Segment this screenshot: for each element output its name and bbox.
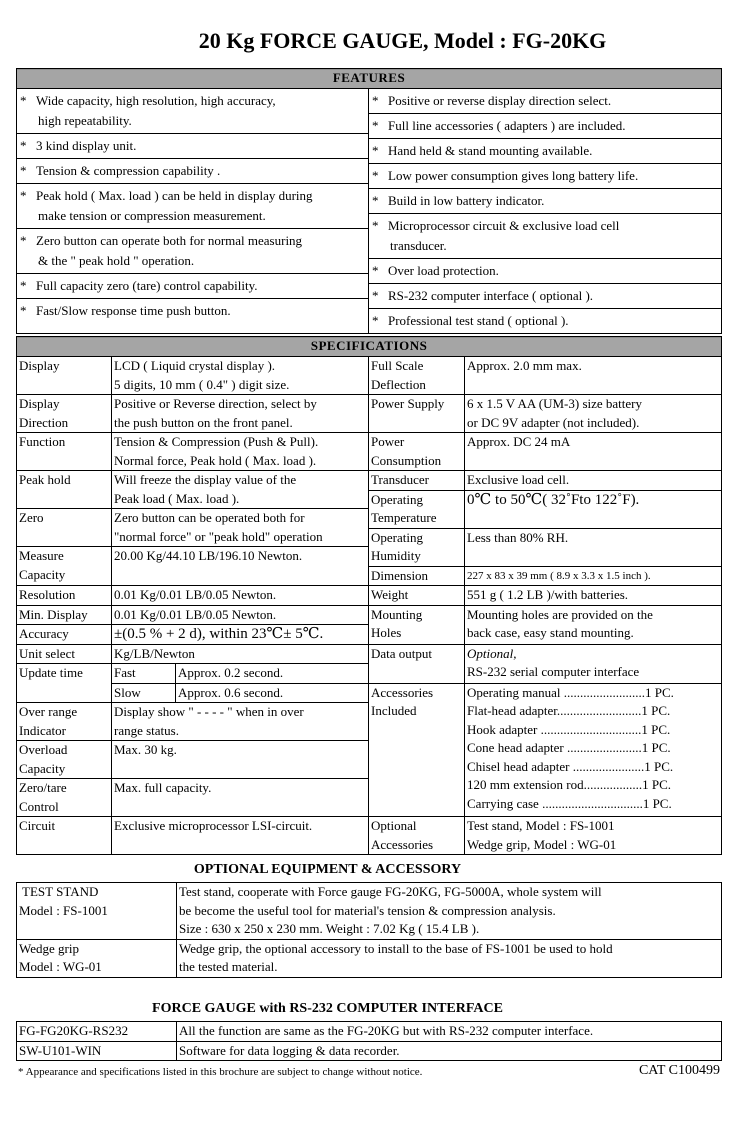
dimension-value: 227 x 83 x 39 mm ( 8.9 x 3.3 x 1.5 inch ).	[465, 566, 722, 586]
fsd-value: Approx. 2.0 mm max.	[465, 357, 722, 395]
software-desc: Software for data logging & data recorder.	[177, 1041, 722, 1061]
feature-item: * Zero button can operate both for normal measuring & the " peak hold " operation.	[17, 229, 368, 274]
circuit-label: Circuit	[17, 817, 112, 855]
test-stand-value: Test stand, cooperate with Force gauge FG-20KG, FG-5000A, whole system will be become the useful tool for material's tension & compression analysis. Size : 630 x 250 x 230 mm. Weight : 7.02 Kg ( 15.4 LB ).	[177, 883, 722, 940]
wedge-grip-value: Wedge grip, the optional accessory to install to the base of FS-1001 be used to hold the tested material.	[177, 939, 722, 977]
dimension-label: Dimension	[369, 566, 465, 586]
update-slow-label: Slow	[112, 683, 176, 703]
feature-text: Low power consumption gives long battery life.	[388, 168, 639, 183]
weight-value: 551 g ( 1.2 LB )/with batteries.	[465, 586, 722, 606]
zero-tare-label: Zero/tare Control	[17, 779, 112, 817]
accessory-item: Operating manual .........................1 PC.	[467, 684, 674, 700]
op-humidity-value: Less than 80% RH.	[465, 528, 722, 566]
min-display-label: Min. Display	[17, 605, 112, 625]
feature-item: * 3 kind display unit.	[17, 134, 368, 159]
feature-item: * Wide capacity, high resolution, high accuracy, high repeatability.	[17, 89, 368, 134]
transducer-value: Exclusive load cell.	[465, 471, 722, 491]
update-time-label: Update time	[17, 664, 112, 703]
update-slow-value: Approx. 0.6 second.	[176, 683, 369, 703]
update-fast-label: Fast	[112, 664, 176, 684]
test-stand-label: TEST STAND Model : FS-1001	[17, 883, 177, 940]
catalog-number: CAT C100499	[638, 1063, 720, 1078]
mounting-value: Mounting holes are provided on the back case, easy stand mounting.	[465, 605, 722, 644]
resolution-label: Resolution	[17, 586, 112, 606]
feature-text: Build in low battery indicator.	[388, 193, 545, 208]
specifications-table	[16, 336, 722, 855]
feature-text: Zero button can operate both for normal measuring	[36, 233, 303, 248]
feature-item: * Positive or reverse display direction select.	[369, 89, 721, 114]
overload-value: Max. 30 kg.	[112, 741, 369, 779]
optional-equipment-table	[16, 882, 722, 978]
feature-item: * Tension & compression capability .	[17, 159, 368, 184]
accessory-item: Hook adapter ...............................1 PC.	[467, 721, 671, 737]
unit-select-label: Unit select	[17, 644, 112, 664]
feature-text: Tension & compression capability .	[36, 163, 221, 178]
feature-text: high repeatability.	[38, 113, 132, 128]
feature-text: Positive or reverse display direction select.	[388, 93, 612, 108]
feature-text: Fast/Slow response time push button.	[36, 303, 231, 318]
feature-text: Peak hold ( Max. load ) can be held in display during	[36, 188, 313, 203]
accuracy-label: Accuracy	[17, 625, 112, 645]
feature-text: & the " peak hold " operation.	[38, 253, 195, 268]
direction-label: Display Direction	[17, 395, 112, 433]
peak-hold-value: Will freeze the display value of the Peak load ( Max. load ).	[112, 471, 369, 509]
feature-item: * Hand held & stand mounting available.	[369, 139, 721, 164]
weight-label: Weight	[369, 586, 465, 606]
over-range-label: Over range Indicator	[17, 703, 112, 741]
software-model: SW-U101-WIN	[17, 1041, 177, 1061]
feature-item: * RS-232 computer interface ( optional ).	[369, 284, 721, 309]
measure-capacity-value: 20.00 Kg/44.10 LB/196.10 Newton.	[112, 547, 369, 586]
feature-text: transducer.	[390, 238, 447, 253]
direction-value: Positive or Reverse direction, select by the push button on the front panel.	[112, 395, 369, 433]
optional-accessories-value: Test stand, Model : FS-1001 Wedge grip, Model : WG-01	[465, 817, 722, 855]
op-temp-value: 0℃ to 50℃( 32˚Fto 122˚F).	[465, 490, 722, 528]
feature-item: * Microprocessor circuit & exclusive load cell transducer.	[369, 214, 721, 259]
function-value: Tension & Compression (Push & Pull). Normal force, Peak hold ( Max. load ).	[112, 433, 369, 471]
unit-select-value: Kg/LB/Newton	[112, 644, 369, 664]
display-label: Display	[17, 357, 112, 395]
accessory-item: Carrying case ...............................1 PC.	[467, 795, 672, 811]
feature-text: Hand held & stand mounting available.	[388, 143, 593, 158]
accuracy-value: ±(0.5 % + 2 d), within 23℃± 5℃.	[112, 625, 369, 645]
feature-text: Wide capacity, high resolution, high accuracy,	[36, 93, 276, 108]
rs232-table	[16, 1021, 722, 1061]
feature-item: * Full capacity zero (tare) control capability.	[17, 274, 368, 299]
feature-item: * Professional test stand ( optional ).	[372, 313, 569, 328]
function-label: Function	[17, 433, 112, 471]
rs232-heading: FORCE GAUGE with RS-232 COMPUTER INTERFACE	[152, 1001, 503, 1016]
over-range-value: Display show " - - - - " when in over range status.	[112, 703, 369, 741]
overload-label: Overload Capacity	[17, 741, 112, 779]
rs232-desc: All the function are same as the FG-20KG but with RS-232 computer interface.	[177, 1022, 722, 1042]
consumption-label: Power Consumption	[369, 433, 465, 471]
op-temp-label: Operating Temperature	[369, 490, 465, 528]
feature-text: Microprocessor circuit & exclusive load cell	[388, 218, 620, 233]
accessory-item: 120 mm extension rod..................1 PC.	[467, 777, 672, 792]
zero-label: Zero	[17, 509, 112, 547]
feature-text: Full line accessories ( adapters ) are included.	[388, 118, 626, 133]
measure-capacity-label: Measure Capacity	[17, 547, 112, 586]
peak-hold-label: Peak hold	[17, 471, 112, 509]
consumption-value: Approx. DC 24 mA	[465, 433, 722, 471]
feature-item: * Low power consumption gives long battery life.	[369, 164, 721, 189]
power-supply-label: Power Supply	[369, 395, 465, 433]
resolution-value: 0.01 Kg/0.01 LB/0.05 Newton.	[112, 586, 369, 606]
features-right	[369, 89, 722, 334]
optional-equipment-heading: OPTIONAL EQUIPMENT & ACCESSORY	[193, 862, 462, 877]
feature-text: Professional test stand ( optional ).	[388, 313, 569, 328]
circuit-value: Exclusive microprocessor LSI-circuit.	[112, 817, 369, 855]
op-humidity-label: Operating Humidity	[369, 528, 465, 566]
fsd-label: Full Scale Deflection	[369, 357, 465, 395]
specifications-header: SPECIFICATIONS	[17, 337, 722, 357]
power-supply-value: 6 x 1.5 V AA (UM-3) size battery or DC 9V adapter (not included).	[465, 395, 722, 433]
update-fast-value: Approx. 0.2 second.	[176, 664, 369, 684]
footer-note: * Appearance and specifications listed in this brochure are subject to change without notice.	[18, 1066, 423, 1078]
features-header: FEATURES	[17, 69, 722, 89]
accessories-included-list	[465, 683, 722, 817]
data-output-value: Optional, RS-232 serial computer interface	[465, 644, 722, 683]
wedge-grip-label: Wedge grip Model : WG-01	[17, 939, 177, 977]
features-left	[17, 89, 369, 334]
data-output-label: Data output	[369, 644, 465, 683]
min-display-value: 0.01 Kg/0.01 LB/0.05 Newton.	[112, 605, 369, 625]
feature-text: make tension or compression measurement.	[38, 208, 266, 223]
feature-item: * Over load protection.	[369, 259, 721, 284]
accessories-included-label: Accessories Included	[369, 683, 465, 817]
rs232-model: FG-FG20KG-RS232	[17, 1022, 177, 1042]
accessory-item: Flat-head adapter..........................1 PC.	[467, 703, 671, 718]
feature-text: RS-232 computer interface ( optional ).	[388, 288, 594, 303]
accessory-item: Cone head adapter .......................1 PC.	[467, 740, 671, 755]
feature-item: * Build in low battery indicator.	[369, 189, 721, 214]
features-table	[16, 68, 722, 334]
zero-value: Zero button can be operated both for "normal force" or "peak hold" operation	[112, 509, 369, 547]
display-value: LCD ( Liquid crystal display ). 5 digits, 10 mm ( 0.4" ) digit size.	[112, 357, 369, 395]
transducer-label: Transducer	[369, 471, 465, 491]
feature-item: * Full line accessories ( adapters ) are included.	[369, 114, 721, 139]
accessory-item: Chisel head adapter ......................1 PC.	[467, 758, 674, 774]
page-title: 20 Kg FORCE GAUGE, Model : FG-20KG	[198, 28, 607, 53]
optional-accessories-label: Optional Accessories	[369, 817, 465, 855]
feature-text: Full capacity zero (tare) control capability.	[36, 278, 258, 293]
feature-item: * Peak hold ( Max. load ) can be held in display during make tension or compression measurement.	[17, 184, 368, 229]
feature-text: Over load protection.	[388, 263, 499, 278]
feature-item: * Fast/Slow response time push button.	[20, 303, 231, 318]
zero-tare-value: Max. full capacity.	[112, 779, 369, 817]
feature-text: 3 kind display unit.	[36, 138, 137, 153]
mounting-label: Mounting Holes	[369, 605, 465, 644]
